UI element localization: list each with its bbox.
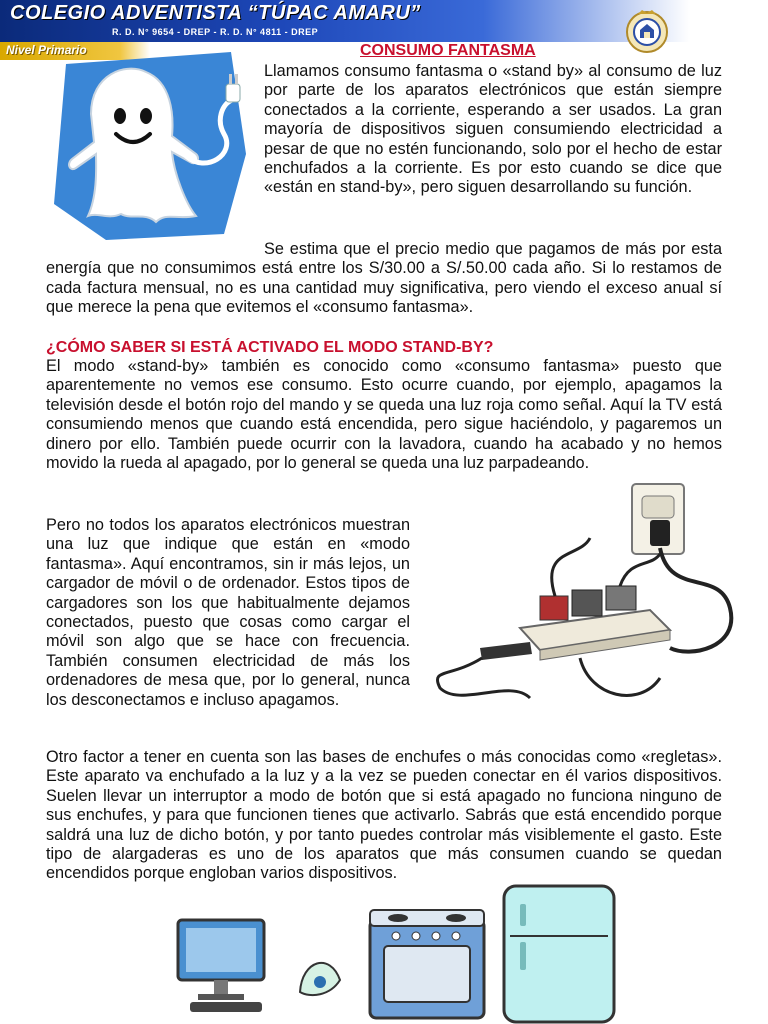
power-strip-illustration xyxy=(420,478,760,724)
paragraph-cost: Se estima que el precio medio que pagamos de más por esta energía que no consumimos está entre los S/30.00 a S/.50.00 cada año. Si lo restamos de cada factura mensual, no es una cantidad muy significativa, pero viendo el exceso anual sí que merece la pena que evitemos el «consumo fantasma». xyxy=(46,240,722,317)
paragraph-power-strips: Otro factor a tener en cuenta son las bases de enchufes o más conocidas como «regletas». Este aparato va enchufado a la luz y a la vez se pueden conectar en él varios dispositivos. Suelen llevar un interruptor a modo de botón que si está apagado no funciona ninguno de sus enchufes, y para que funcionen tienes que activarlo. Sabrás que está encendido porque saldrá una luz de dicho botón, y por tanto puedes controlar más visiblemente el gasto. Este tipo de alargaderas es uno de los aparatos que más consumen cuando se quedan encendidos porque engloban varios dispositivos. xyxy=(46,748,722,883)
paragraph-standby-mode: El modo «stand-by» también es conocido como «consumo fantasma» puesto que aparentemente no vemos ese consumo. Esto ocurre cuando, por ejemplo, apagamos la televisión desde el botón rojo del mando y se queda una luz roja como señal. Aquí la TV está consumiendo menos que cuando está encendida, pero sigue haciéndolo, y pagaremos un dinero por ello. También puede ocurrir con la lavadora, cuando ha acabado y no hemos movido la rueda al apagado, por lo general se queda una luz parpadeando. xyxy=(46,357,722,473)
article-title: CONSUMO FANTASMA xyxy=(360,42,536,59)
school-banner xyxy=(0,0,690,42)
paragraph-chargers: Pero no todos los aparatos electrónicos muestran una luz que indique que están en «modo fantasma». Aquí encontramos, sin ir más lejos, un cargador de móvil o de ordenador. Estos tipos de cargadores son los que habitualmente dejamos conectados, puesto que cosas como cargar el móvil son algo que se hace con frecuencia. También consumen electricidad de más los ordenadores de mesa que, por lo general, nunca los desconectamos e incluso apagamos. xyxy=(46,516,410,709)
section-subheading: ¿CÓMO SABER SI ESTÁ ACTIVADO EL MODO STAND-BY? xyxy=(46,339,494,356)
school-registration: R. D. N° 9654 - DREP - R. D. N° 4811 - DREP xyxy=(112,27,319,37)
ghost-plug-illustration xyxy=(46,44,256,240)
appliances-illustration xyxy=(170,880,670,1024)
school-crest-icon xyxy=(624,8,670,54)
school-name: COLEGIO ADVENTISTA “TÚPAC AMARU” xyxy=(10,2,421,24)
level-label: Nivel Primario xyxy=(6,43,87,57)
paragraph-intro: Llamamos consumo fantasma o «stand by» al consumo de luz por parte de los aparatos electrónicos que están siempre conectados a la corriente, esperando a ser usados. La gran mayoría de dispositivos siguen consumiendo electricidad a pesar de que no estén funcionando, solo por el hecho de estar enchufados a la corriente. Es por esto cuando se dice que «están en stand-by», pero siguen desarrollando su función. xyxy=(264,62,722,197)
